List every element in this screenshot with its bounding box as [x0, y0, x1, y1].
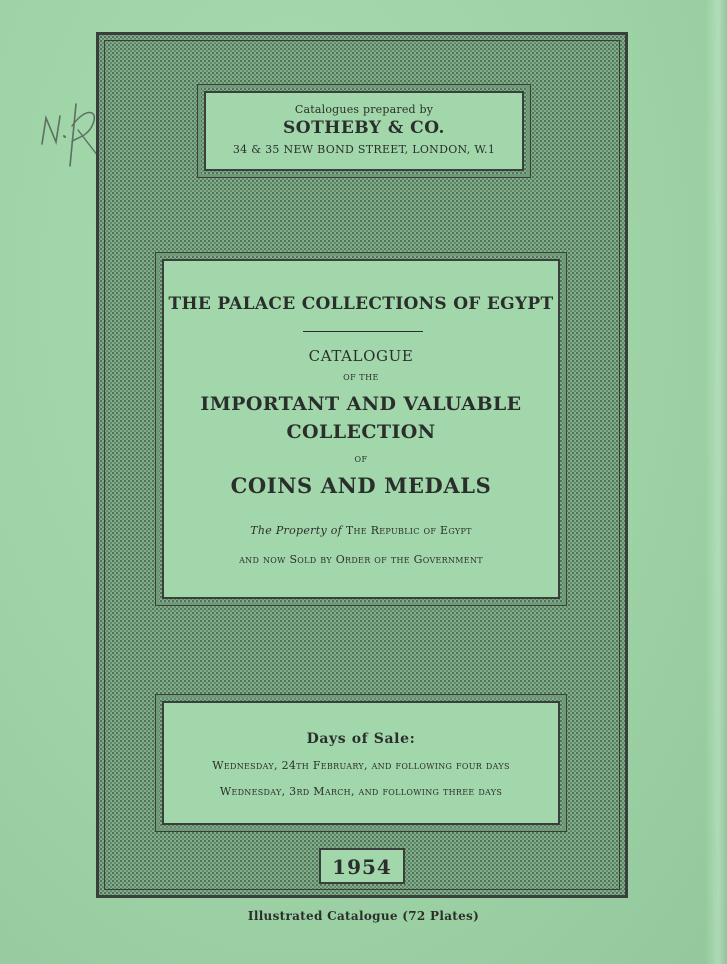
- title-divider: [303, 331, 423, 332]
- title-panel: [162, 259, 560, 599]
- sale-day-1: Wednesday, 24th February, and following four days: [212, 759, 510, 772]
- property-line: [164, 524, 558, 537]
- illustrated-catalogue-note: Illustrated Catalogue (72 Plates): [247, 909, 480, 923]
- year-text: 1954: [332, 855, 392, 879]
- publisher-panel: [204, 91, 524, 171]
- sold-by-line: and now Sold by Order of the Government: [239, 553, 483, 566]
- of-the-text: OF THE: [343, 373, 379, 382]
- prepared-by-text: Catalogues prepared by: [294, 103, 434, 116]
- sale-day-2: Wednesday, 3rd March, and following three days: [219, 785, 503, 798]
- outer-decorative-frame: [96, 32, 628, 898]
- publisher-address: 34 & 35 NEW BOND STREET, LONDON, W.1: [232, 143, 496, 156]
- collection-word: COLLECTION: [286, 421, 436, 443]
- property-prefix: The Property of: [250, 524, 343, 537]
- subject-title: COINS AND MEDALS: [230, 473, 492, 498]
- collection-title: THE PALACE COLLECTIONS OF EGYPT: [168, 294, 554, 314]
- year-box: [319, 848, 405, 884]
- days-of-sale-heading: Days of Sale:: [306, 731, 416, 747]
- page-edge-wear: [705, 0, 727, 964]
- catalogue-word: CATALOGUE: [308, 347, 414, 365]
- publisher-name: SOTHEBY & CO.: [283, 118, 445, 138]
- days-of-sale-panel: [162, 701, 560, 825]
- property-owner: The Republic of Egypt: [345, 524, 472, 537]
- important-valuable-text: IMPORTANT AND VALUABLE: [200, 393, 522, 415]
- of-text: OF: [354, 455, 368, 464]
